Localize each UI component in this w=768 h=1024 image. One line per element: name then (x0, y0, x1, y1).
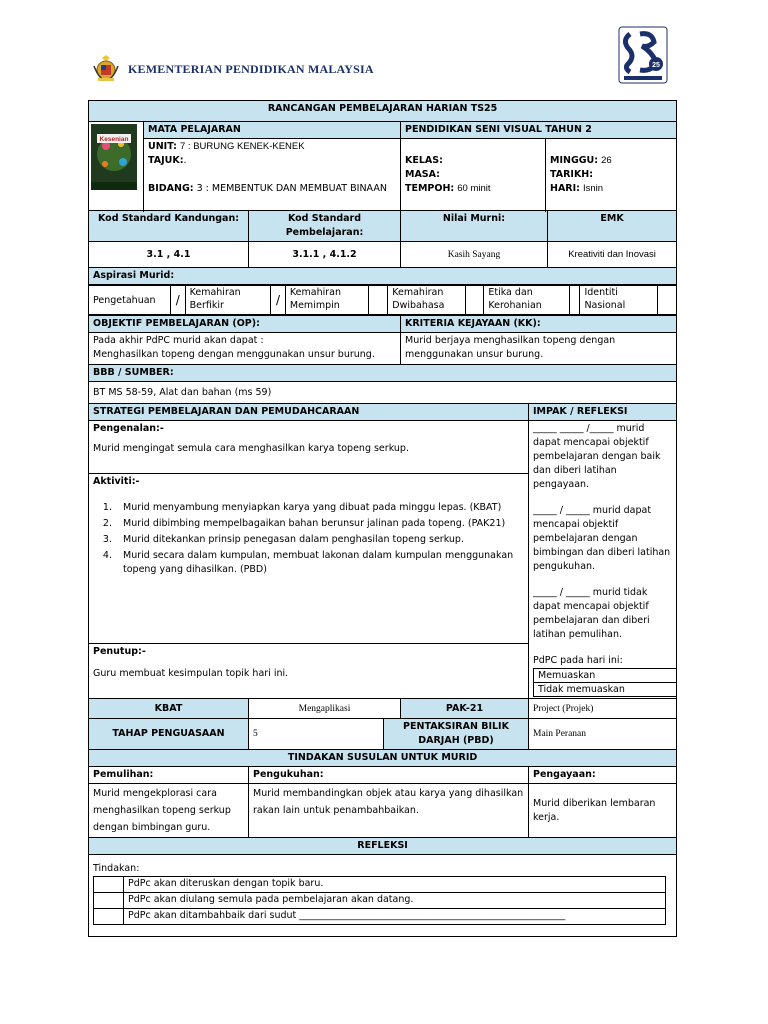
pengukuhan-text: Murid membandingkan objek atau karya yang dihasilkan rakan lain untuk penambahbaikan. (249, 784, 529, 838)
op-line-2: Menghasilkan topeng dengan menggunakan unsur burung. (93, 349, 375, 360)
ministry-name: KEMENTERIAN PENDIDIKAN MALAYSIA (128, 62, 374, 76)
aktiviti-item: 2. Murid dibimbing mempelbagaikan bahan berunsur jalinan pada topeng. (PAK21) (115, 517, 524, 531)
plan-title: RANCANGAN PEMBELAJARAN HARIAN TS25 (89, 101, 677, 122)
bidang-label: BIDANG: (148, 183, 194, 194)
minggu-value: 26 (601, 155, 612, 166)
mata-pelajaran-value: PENDIDIKAN SENI VISUAL TAHUN 2 (401, 122, 677, 139)
bidang-value: 3 : MEMBENTUK DAN MEMBUAT BINAAN (196, 183, 387, 194)
pengenalan-label: Pengenalan:- (93, 423, 164, 434)
aspirasi-label: Aspirasi Murid: (89, 268, 677, 285)
aktiviti-label: Aktiviti:- (93, 475, 140, 487)
impak-text-2: _____ / _____ murid dapat mencapai objektif pembelajaran dengan bimbingan dan diberi latihan pengukuhan. (533, 505, 671, 572)
impak-label: IMPAK / REFLEKSI (529, 404, 677, 421)
pbd-label: PENTAKSIRAN BILIK DARJAH (PBD) (384, 719, 529, 750)
aspirasi-mark (369, 286, 388, 315)
aspirasi-mark (570, 286, 580, 315)
pengenalan-text: Murid mengingat semula cara menghasilkan karya topeng serkup. (93, 443, 409, 454)
pemulihan-label: Pemulihan: (89, 767, 249, 784)
tindakan-label-text: Tindakan: (93, 863, 140, 874)
aspirasi-item: Kemahiran Dwibahasa (388, 286, 465, 315)
tarikh-label: TARIKH: (550, 169, 594, 180)
pengukuhan-label: Pengukuhan: (249, 767, 529, 784)
penutup-label: Penutup:- (93, 645, 146, 657)
penutup-text: Guru membuat kesimpulan topik hari ini. (93, 667, 289, 679)
pak-label: PAK-21 (401, 699, 529, 719)
tajuk-label: TAJUK: (148, 155, 184, 166)
nilai-label: Nilai Murni: (401, 211, 548, 242)
malaysia-crest-icon (92, 54, 120, 82)
refleksi-option-1: PdPc akan diteruskan dengan topik baru. (124, 877, 666, 893)
op-text (89, 333, 401, 365)
hari-value: Isnin (582, 183, 604, 194)
mata-pelajaran-label: MATA PELAJARAN (144, 122, 401, 139)
aktiviti-list (93, 501, 524, 577)
refleksi-option-3: PdPc akan ditambahbaik dari sudut ________________________________________________________ (124, 909, 666, 925)
op-line-1: Pada akhir PdPC murid akan dapat : (93, 335, 264, 346)
masa-label: MASA: (405, 169, 440, 180)
unit-value: 7 : BURUNG KENEK-KENEK (180, 141, 305, 152)
bbm-value: BT MS 58-59, Alat dan bahan (ms 59) (89, 382, 677, 404)
logo-number: 25 (652, 62, 660, 69)
tajuk-value: . (183, 155, 187, 166)
kp-label: Kod Standard Pembelajaran: (249, 211, 401, 242)
refleksi-checkbox[interactable] (94, 909, 124, 925)
ks-label: Kod Standard Kandungan: (89, 211, 249, 242)
pbd-value: Main Peranan (529, 719, 677, 750)
lesson-plan-table (88, 100, 677, 937)
pengayaan-text: Murid diberikan lembaran kerja. (529, 784, 677, 838)
op-label: OBJEKTIF PEMBELAJARAN (OP): (89, 316, 401, 333)
tahap-value: 5 (249, 719, 384, 750)
kk-label: KRITERIA KEJAYAAN (KK): (401, 316, 677, 333)
minggu-label: MINGGU: (550, 155, 599, 166)
aspirasi-mark: / (170, 286, 185, 315)
strategi-label: STRATEGI PEMBELAJARAN DAN PEMUDAHCARAAN (89, 404, 529, 421)
refleksi-option-2: PdPc akan diulang semula pada pembelajaran akan datang. (124, 893, 666, 909)
refleksi-label: REFLEKSI (89, 838, 677, 855)
unit-label: UNIT: (148, 141, 177, 152)
emk-label: EMK (548, 211, 677, 242)
tempoh-value: 60 minit (457, 183, 491, 194)
aspirasi-mark: / (271, 286, 286, 315)
refleksi-checkbox[interactable] (94, 893, 124, 909)
aktiviti-cell (89, 473, 529, 643)
ks-value: 3.1 , 4.1 (89, 242, 249, 268)
aspirasi-mark (657, 286, 676, 315)
page-header (88, 52, 678, 86)
pdpc-option-memuaskan: Memuaskan (534, 669, 677, 683)
aspirasi-mark (465, 286, 484, 315)
aspirasi-item: Identiti Nasional (580, 286, 657, 315)
textbook-cover-image (91, 124, 137, 190)
kp-value: 3.1.1 , 4.1.2 (249, 242, 401, 268)
pengayaan-label: Pengayaan: (529, 767, 677, 784)
impak-text-1: _____ _____ /_____ murid dapat mencapai objektif pembelajaran dengan baik dan diberi latihan pengayaan. (533, 423, 661, 490)
aspirasi-item: Kemahiran Berfikir (185, 286, 271, 315)
aspirasi-row (89, 285, 677, 316)
impak-cell (529, 421, 677, 699)
kk-text: Murid berjaya menghasilkan topeng dengan menggunakan unsur burung. (401, 333, 677, 365)
refleksi-cell (89, 855, 677, 937)
aspirasi-item: Kemahiran Memimpin (285, 286, 369, 315)
tindakan-label: TINDAKAN SUSULAN UNTUK MURID (89, 750, 677, 767)
book-cover-title: Kesenian (99, 136, 129, 143)
kelas-cell (401, 139, 546, 211)
hari-label: HARI: (550, 183, 580, 194)
book-cover-cell (89, 122, 144, 211)
kbat-label: KBAT (89, 699, 249, 719)
penutup-cell (89, 643, 529, 698)
unit-cell (144, 139, 401, 211)
bbm-label: BBB / SUMBER: (89, 365, 677, 382)
kelas-label: KELAS: (405, 155, 443, 166)
aspirasi-item: Pengetahuan (89, 286, 170, 315)
tempoh-label: TEMPOH: (405, 183, 455, 194)
pdpc-label: PdPC pada hari ini: (533, 655, 623, 666)
impak-text-3: _____ / _____ murid tidak dapat mencapai objektif pembelajaran dan diberi latihan pemulihan. (533, 587, 650, 640)
emk-value: Kreativiti dan Inovasi (548, 242, 677, 268)
kbat-value: Mengaplikasi (249, 699, 401, 719)
pemulihan-text: Murid mengekplorasi cara menghasilkan topeng serkup dengan bimbingan guru. (89, 784, 249, 838)
aktiviti-item: 1. Murid menyambung menyiapkan karya yang dibuat pada minggu lepas. (KBAT) (115, 501, 524, 515)
pengenalan-cell (89, 421, 529, 474)
aktiviti-item: 3. Murid ditekankan prinsip penegasan dalam penghasilan topeng serkup. (115, 533, 524, 547)
ts25-logo-icon (618, 26, 668, 84)
aktiviti-item: 4. Murid secara dalam kumpulan, membuat lakonan dalam kumpulan menggunakan topeng yang dihasilkan. (PBD) (115, 549, 524, 577)
refleksi-checkbox[interactable] (94, 877, 124, 893)
pak-value: Project (Projek) (529, 699, 677, 719)
pdpc-option-tidak-memuaskan: Tidak memuaskan (534, 683, 677, 697)
aspirasi-item: Etika dan Kerohanian (484, 286, 570, 315)
minggu-cell (546, 139, 677, 211)
tahap-label: TAHAP PENGUASAAN (89, 719, 249, 750)
nilai-value: Kasih Sayang (401, 242, 548, 268)
